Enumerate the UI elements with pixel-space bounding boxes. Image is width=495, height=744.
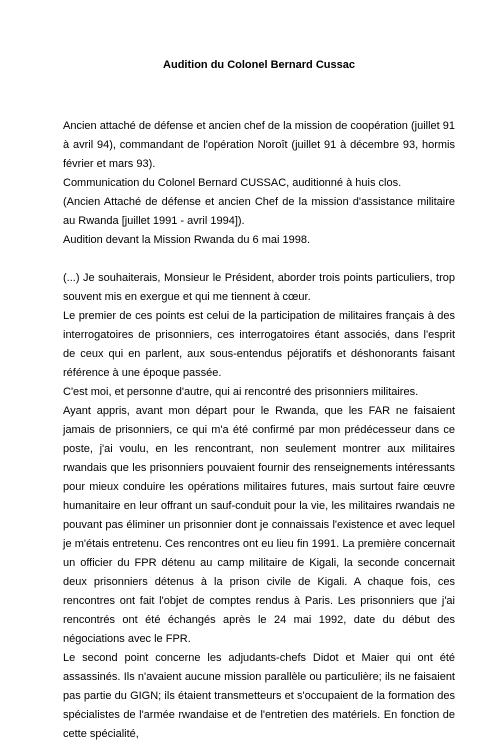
paragraph-gap [63, 250, 455, 269]
document-title: Audition du Colonel Bernard Cussac [163, 59, 355, 71]
body-paragraph-1: (...) Je souhaiterais, Monsieur le Président, aborder trois points particuliers, trop souvent mis en exergue et qui me tiennent à cœur. [63, 272, 455, 303]
intro-paragraph-4: Audition devant la Mission Rwanda du 6 mai 1998. [63, 234, 311, 246]
body-paragraph-4: Ayant appris, avant mon départ pour le Rwanda, que les FAR ne faisaient jamais de prisonniers, ce qui m'a été confirmé par mon prédécesseur dans ce poste, j'ai voulu, en les rencontrant, non seulement montrer aux militaires rwandais que les prisonniers pouvaient fournir des renseignements intéressants pour mieux conduire les opérations militaires futures, mais surtout faire œuvre humanitaire en leur offrant un sauf-conduit pour la vie, les militaires rwandais ne pouvant pas éliminer un prisonnier dont je connaissais l'existence et avec lequel je m'étais entretenu. Ces rencontres ont eu lieu fin 1991. La première concernait un officier du FPR détenu au camp militaire de Kigali, la seconde concernait deux prisonniers détenus à la prison civile de Kigali. A chaque fois, ces rencontres ont fait l'objet de comptes rendus à Paris. Les prisonniers que j'ai rencontrés ont été échangés après le 24 mai 1992, date du début des négociations avec le FPR. [63, 405, 455, 645]
intro-paragraph-2: Communication du Colonel Bernard CUSSAC, auditionné à huis clos. [63, 177, 402, 189]
intro-paragraph-3: (Ancien Attaché de défense et ancien Chef de la mission d'assistance militaire au Rwanda [juillet 1991 - avril 1994]). [63, 196, 455, 227]
body-paragraph-5: Le second point concerne les adjudants-chefs Didot et Maier qui ont été assassinés. Ils n'avaient aucune mission parallèle ou particulière; ils ne faisaient pas partie du GIGN; ils étaient transmetteurs et s'occupaient de la formation des spécialistes de l'armée rwandaise et de l'entretien des matériels. En fonction de cette spécialité, [63, 652, 455, 740]
body-paragraph-2: Le premier de ces points est celui de la participation de militaires français à des interrogatoires de prisonniers, ces interrogatoires étant associés, dans l'esprit de ceux qui en parlent, aux sous-entendus péjoratifs et déshonorants faisant référence à une époque passée. [63, 310, 455, 379]
intro-paragraph-1: Ancien attaché de défense et ancien chef de la mission de coopération (juillet 91 à avril 94), commandant de l'opération Noroît (juillet 91 à décembre 93, hormis février et mars 93). [63, 120, 455, 170]
body-paragraph-3: C'est moi, et personne d'autre, qui ai rencontré des prisonniers militaires. [63, 386, 419, 398]
